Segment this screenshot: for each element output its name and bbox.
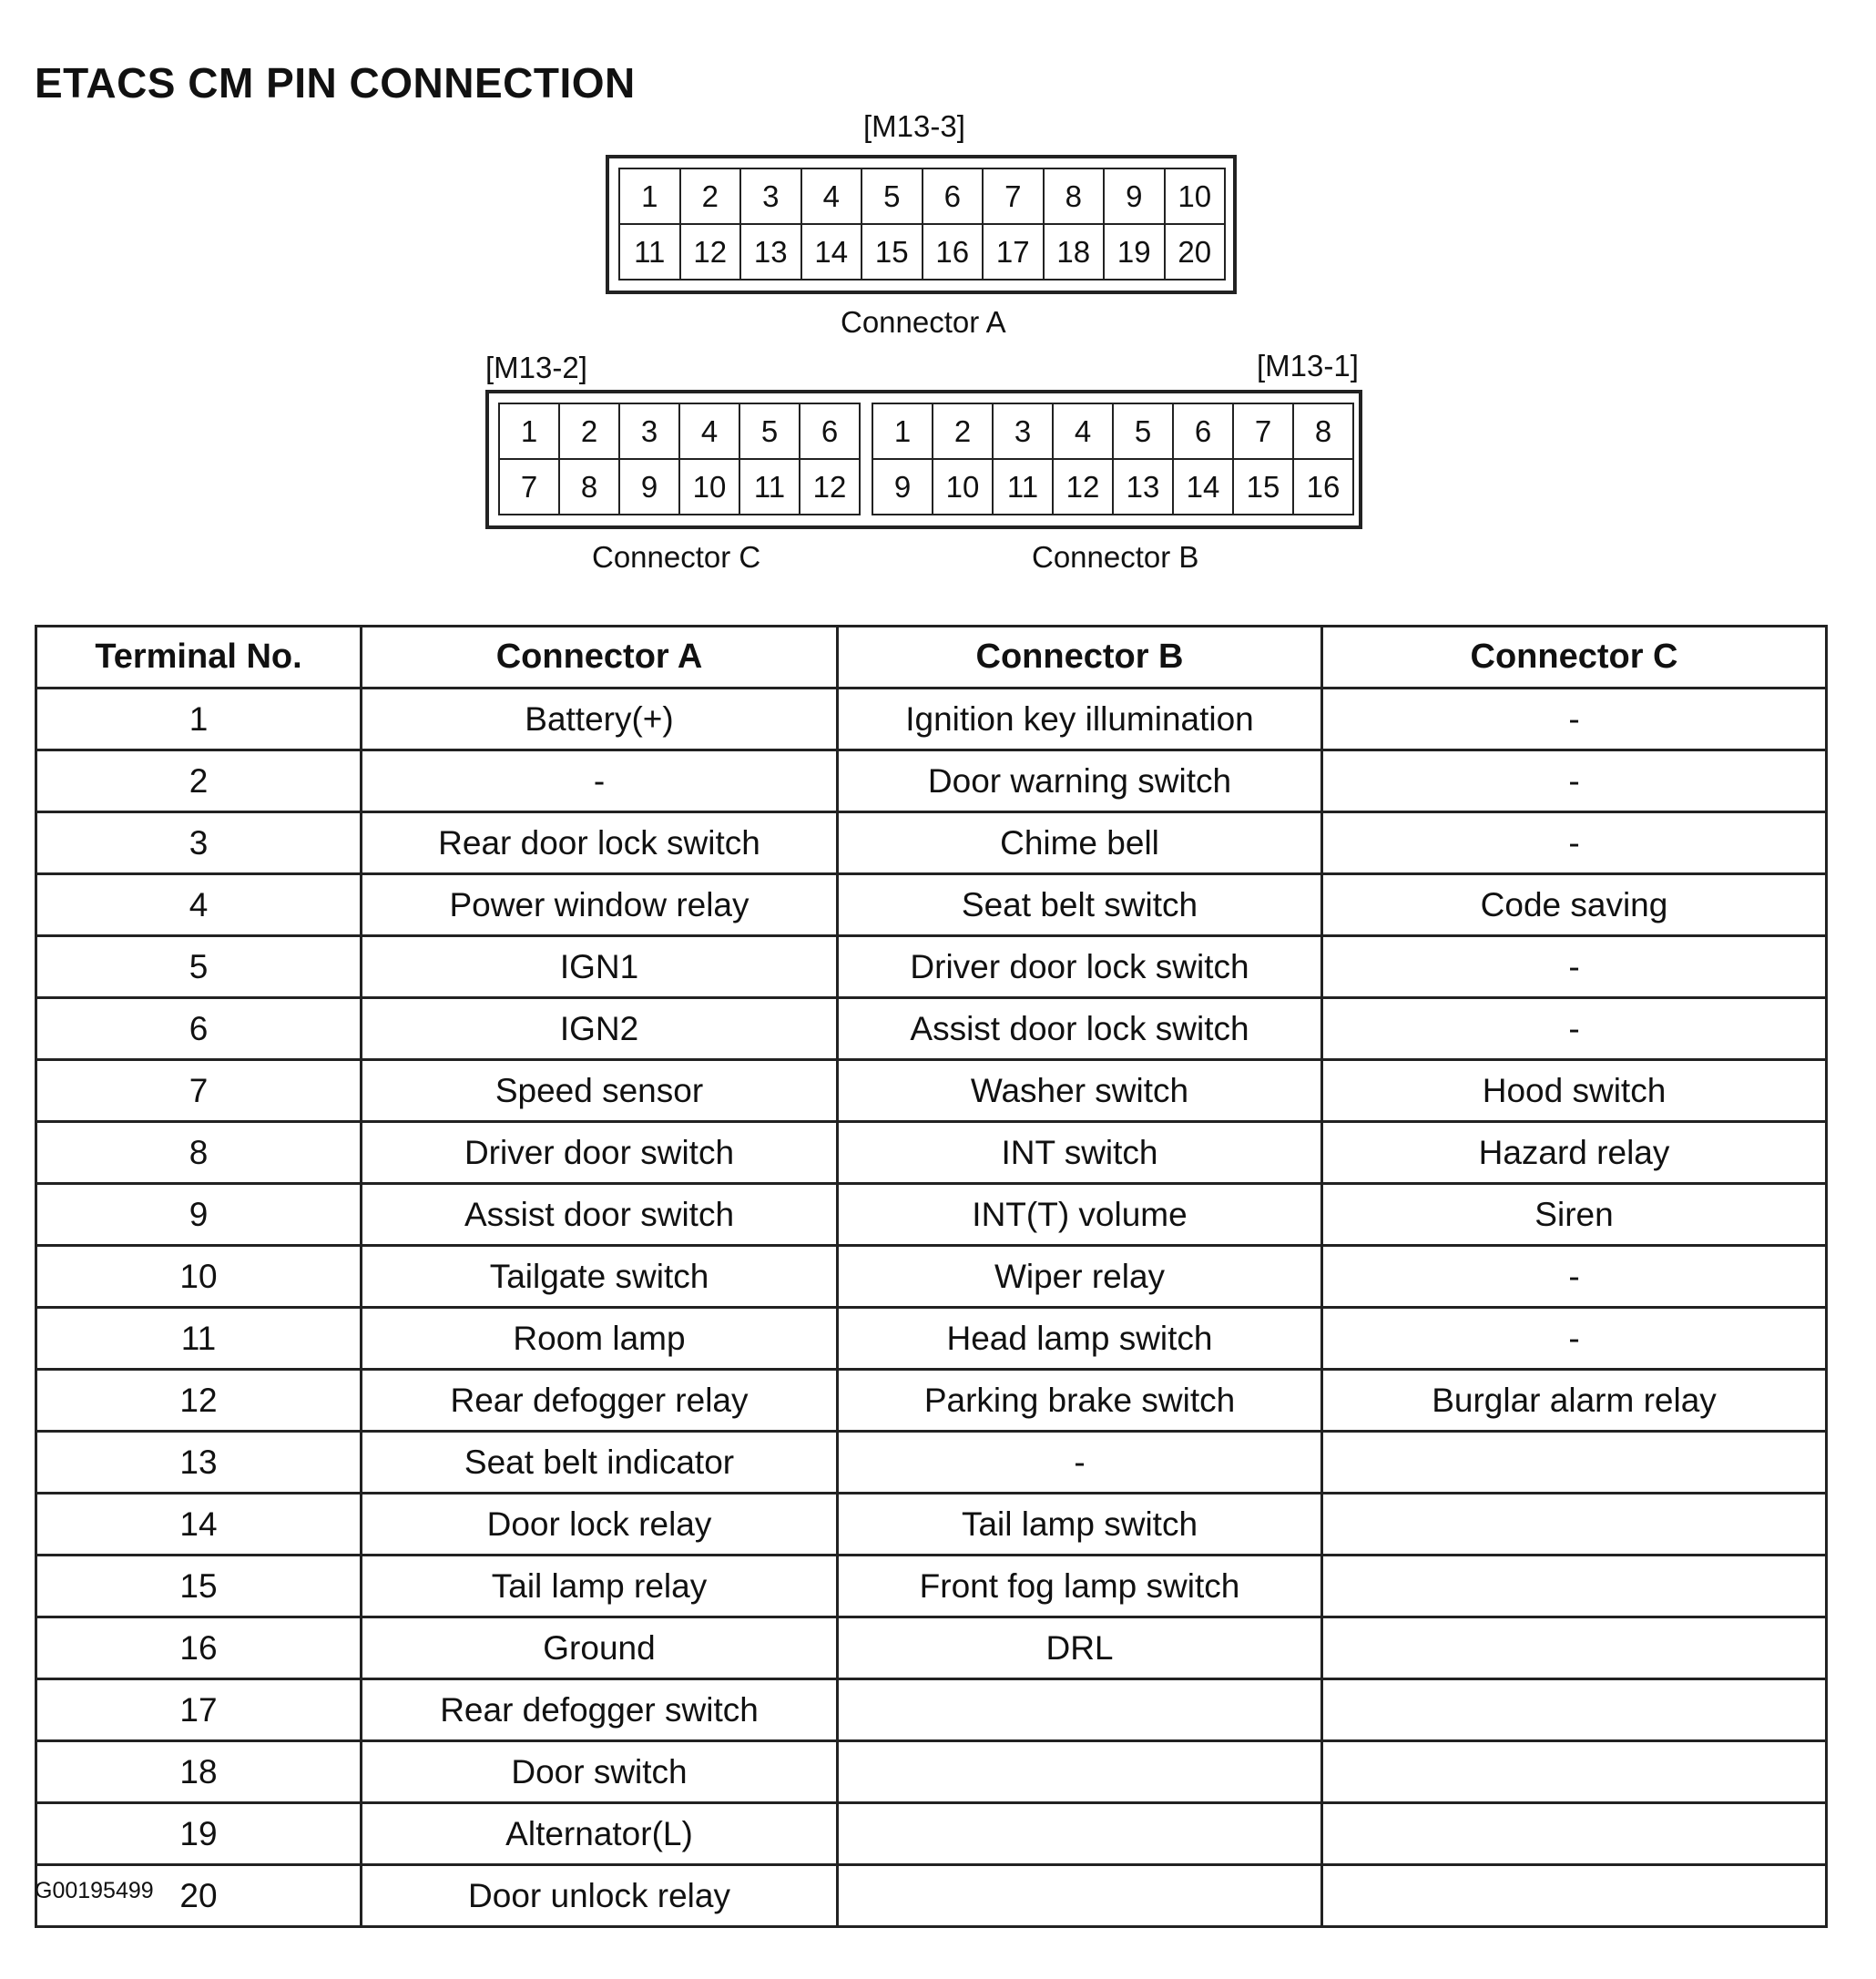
cell-connector-b: Front fog lamp switch bbox=[838, 1556, 1322, 1617]
cell-connector-b bbox=[838, 1803, 1322, 1865]
table-row bbox=[36, 1246, 1827, 1308]
connector-bc-housing bbox=[485, 390, 1362, 529]
cell-terminal-no: 11 bbox=[36, 1308, 362, 1370]
table-row bbox=[36, 689, 1827, 750]
cell-connector-b bbox=[838, 1679, 1322, 1741]
table-row bbox=[36, 812, 1827, 874]
cell-connector-c: - bbox=[1322, 998, 1827, 1060]
table-row bbox=[36, 936, 1827, 998]
table-row bbox=[36, 1741, 1827, 1803]
table-row bbox=[36, 1494, 1827, 1556]
cell-connector-a: Door unlock relay bbox=[362, 1865, 838, 1927]
connector-b-pin-grid bbox=[872, 403, 1354, 515]
pin-cell: 11 bbox=[740, 460, 800, 515]
pin-cell: 14 bbox=[802, 225, 863, 281]
connector-c-label: Connector C bbox=[592, 540, 761, 574]
cell-connector-a: Seat belt indicator bbox=[362, 1432, 838, 1494]
cell-connector-c bbox=[1322, 1432, 1827, 1494]
table-row bbox=[36, 750, 1827, 812]
header-connector-b: Connector B bbox=[838, 627, 1322, 689]
pin-cell: 2 bbox=[560, 404, 620, 460]
cell-terminal-no: 3 bbox=[36, 812, 362, 874]
pin-cell: 3 bbox=[620, 404, 680, 460]
cell-connector-a: IGN1 bbox=[362, 936, 838, 998]
pin-cell: 1 bbox=[873, 404, 933, 460]
cell-connector-c bbox=[1322, 1679, 1827, 1741]
pin-cell: 1 bbox=[620, 169, 681, 225]
cell-connector-b: - bbox=[838, 1432, 1322, 1494]
pin-cell: 6 bbox=[800, 404, 861, 460]
cell-terminal-no: 13 bbox=[36, 1432, 362, 1494]
connector-a-label: Connector A bbox=[841, 305, 1006, 339]
table-row bbox=[36, 1060, 1827, 1122]
pin-cell: 2 bbox=[933, 404, 994, 460]
cell-connector-c: Siren bbox=[1322, 1184, 1827, 1246]
pin-cell: 5 bbox=[740, 404, 800, 460]
cell-terminal-no: 7 bbox=[36, 1060, 362, 1122]
cell-connector-b: Door warning switch bbox=[838, 750, 1322, 812]
table-header-row bbox=[36, 627, 1827, 689]
cell-connector-a: Battery(+) bbox=[362, 689, 838, 750]
pin-cell: 4 bbox=[680, 404, 740, 460]
cell-connector-b bbox=[838, 1741, 1322, 1803]
pin-cell: 8 bbox=[560, 460, 620, 515]
cell-connector-a: - bbox=[362, 750, 838, 812]
pin-cell: 15 bbox=[862, 225, 923, 281]
cell-terminal-no: 8 bbox=[36, 1122, 362, 1184]
pin-cell: 7 bbox=[984, 169, 1045, 225]
header-terminal-no: Terminal No. bbox=[36, 627, 362, 689]
pin-cell: 5 bbox=[862, 169, 923, 225]
cell-terminal-no: 17 bbox=[36, 1679, 362, 1741]
cell-terminal-no: 6 bbox=[36, 998, 362, 1060]
cell-connector-a: Driver door switch bbox=[362, 1122, 838, 1184]
pin-cell: 10 bbox=[680, 460, 740, 515]
table-row bbox=[36, 1679, 1827, 1741]
header-connector-c: Connector C bbox=[1322, 627, 1827, 689]
pin-cell: 3 bbox=[994, 404, 1054, 460]
table-row bbox=[36, 1184, 1827, 1246]
table-row bbox=[36, 1432, 1827, 1494]
cell-connector-c: - bbox=[1322, 1246, 1827, 1308]
connector-b-code: [M13-1] bbox=[1257, 349, 1359, 383]
cell-connector-a: IGN2 bbox=[362, 998, 838, 1060]
table-row bbox=[36, 998, 1827, 1060]
pin-cell: 17 bbox=[984, 225, 1045, 281]
connector-a-housing bbox=[606, 155, 1237, 294]
cell-terminal-no: 1 bbox=[36, 689, 362, 750]
connector-a-pin-grid bbox=[618, 168, 1226, 281]
connector-a-code: [M13-3] bbox=[863, 109, 965, 143]
table-row bbox=[36, 1122, 1827, 1184]
pin-cell: 7 bbox=[500, 460, 560, 515]
cell-connector-b: Ignition key illumination bbox=[838, 689, 1322, 750]
cell-terminal-no: 2 bbox=[36, 750, 362, 812]
cell-connector-a: Tail lamp relay bbox=[362, 1556, 838, 1617]
pin-cell: 7 bbox=[1234, 404, 1294, 460]
pin-cell: 13 bbox=[1114, 460, 1174, 515]
cell-terminal-no: 20 bbox=[36, 1865, 362, 1927]
cell-connector-b: INT switch bbox=[838, 1122, 1322, 1184]
pin-cell: 9 bbox=[873, 460, 933, 515]
pin-cell: 14 bbox=[1174, 460, 1234, 515]
cell-terminal-no: 16 bbox=[36, 1617, 362, 1679]
pin-cell: 20 bbox=[1166, 225, 1227, 281]
cell-terminal-no: 18 bbox=[36, 1741, 362, 1803]
cell-connector-a: Room lamp bbox=[362, 1308, 838, 1370]
table-row bbox=[36, 1556, 1827, 1617]
cell-connector-a: Alternator(L) bbox=[362, 1803, 838, 1865]
cell-connector-c: - bbox=[1322, 750, 1827, 812]
cell-connector-c: - bbox=[1322, 689, 1827, 750]
pin-cell: 9 bbox=[1105, 169, 1166, 225]
pin-cell: 18 bbox=[1045, 225, 1106, 281]
cell-connector-a: Ground bbox=[362, 1617, 838, 1679]
cell-connector-b: Driver door lock switch bbox=[838, 936, 1322, 998]
pin-cell: 4 bbox=[802, 169, 863, 225]
pin-cell: 9 bbox=[620, 460, 680, 515]
connector-c-code: [M13-2] bbox=[485, 351, 587, 384]
pin-cell: 10 bbox=[1166, 169, 1227, 225]
pin-connection-table bbox=[35, 625, 1828, 1928]
pin-cell: 19 bbox=[1105, 225, 1166, 281]
cell-connector-b: Assist door lock switch bbox=[838, 998, 1322, 1060]
header-connector-a: Connector A bbox=[362, 627, 838, 689]
pin-cell: 15 bbox=[1234, 460, 1294, 515]
cell-connector-a: Door lock relay bbox=[362, 1494, 838, 1556]
cell-connector-c: - bbox=[1322, 936, 1827, 998]
pin-cell: 3 bbox=[741, 169, 802, 225]
pin-cell: 12 bbox=[800, 460, 861, 515]
cell-connector-a: Door switch bbox=[362, 1741, 838, 1803]
table-row bbox=[36, 1370, 1827, 1432]
cell-connector-c: Code saving bbox=[1322, 874, 1827, 936]
figure-id: G00195499 bbox=[35, 1878, 154, 1903]
cell-terminal-no: 5 bbox=[36, 936, 362, 998]
cell-connector-b: DRL bbox=[838, 1617, 1322, 1679]
cell-connector-b: Seat belt switch bbox=[838, 874, 1322, 936]
table-row bbox=[36, 1803, 1827, 1865]
pin-cell: 12 bbox=[681, 225, 742, 281]
cell-connector-b: INT(T) volume bbox=[838, 1184, 1322, 1246]
cell-terminal-no: 10 bbox=[36, 1246, 362, 1308]
cell-connector-a: Rear defogger relay bbox=[362, 1370, 838, 1432]
cell-terminal-no: 15 bbox=[36, 1556, 362, 1617]
cell-connector-c bbox=[1322, 1803, 1827, 1865]
cell-connector-c: Hood switch bbox=[1322, 1060, 1827, 1122]
pin-cell: 11 bbox=[994, 460, 1054, 515]
cell-connector-b: Head lamp switch bbox=[838, 1308, 1322, 1370]
cell-connector-c bbox=[1322, 1556, 1827, 1617]
connector-b-label: Connector B bbox=[1032, 540, 1199, 574]
cell-connector-a: Speed sensor bbox=[362, 1060, 838, 1122]
cell-connector-a: Rear defogger switch bbox=[362, 1679, 838, 1741]
pin-cell: 8 bbox=[1045, 169, 1106, 225]
cell-connector-a: Rear door lock switch bbox=[362, 812, 838, 874]
cell-connector-b: Washer switch bbox=[838, 1060, 1322, 1122]
pin-cell: 10 bbox=[933, 460, 994, 515]
pin-cell: 2 bbox=[681, 169, 742, 225]
cell-connector-a: Tailgate switch bbox=[362, 1246, 838, 1308]
cell-connector-c bbox=[1322, 1494, 1827, 1556]
pin-cell: 4 bbox=[1054, 404, 1114, 460]
connector-c-pin-grid bbox=[498, 403, 861, 515]
cell-connector-b bbox=[838, 1865, 1322, 1927]
cell-connector-b: Wiper relay bbox=[838, 1246, 1322, 1308]
pin-cell: 16 bbox=[1294, 460, 1354, 515]
page-title: ETACS CM PIN CONNECTION bbox=[35, 59, 636, 107]
pin-cell: 13 bbox=[741, 225, 802, 281]
cell-connector-b: Chime bell bbox=[838, 812, 1322, 874]
table-row bbox=[36, 874, 1827, 936]
cell-connector-c bbox=[1322, 1741, 1827, 1803]
pin-cell: 12 bbox=[1054, 460, 1114, 515]
cell-connector-a: Assist door switch bbox=[362, 1184, 838, 1246]
cell-connector-c: - bbox=[1322, 1308, 1827, 1370]
cell-terminal-no: 12 bbox=[36, 1370, 362, 1432]
table-row bbox=[36, 1308, 1827, 1370]
cell-terminal-no: 9 bbox=[36, 1184, 362, 1246]
cell-connector-c: - bbox=[1322, 812, 1827, 874]
pin-cell: 6 bbox=[923, 169, 984, 225]
cell-connector-c: Burglar alarm relay bbox=[1322, 1370, 1827, 1432]
cell-connector-c bbox=[1322, 1617, 1827, 1679]
pin-cell: 1 bbox=[500, 404, 560, 460]
cell-connector-b: Parking brake switch bbox=[838, 1370, 1322, 1432]
pin-cell: 11 bbox=[620, 225, 681, 281]
cell-terminal-no: 19 bbox=[36, 1803, 362, 1865]
cell-connector-c: Hazard relay bbox=[1322, 1122, 1827, 1184]
pin-cell: 5 bbox=[1114, 404, 1174, 460]
cell-connector-c bbox=[1322, 1865, 1827, 1927]
cell-connector-b: Tail lamp switch bbox=[838, 1494, 1322, 1556]
cell-terminal-no: 14 bbox=[36, 1494, 362, 1556]
table-row bbox=[36, 1865, 1827, 1927]
cell-terminal-no: 4 bbox=[36, 874, 362, 936]
cell-connector-a: Power window relay bbox=[362, 874, 838, 936]
table-row bbox=[36, 1617, 1827, 1679]
pin-cell: 8 bbox=[1294, 404, 1354, 460]
pin-cell: 16 bbox=[923, 225, 984, 281]
pin-cell: 6 bbox=[1174, 404, 1234, 460]
